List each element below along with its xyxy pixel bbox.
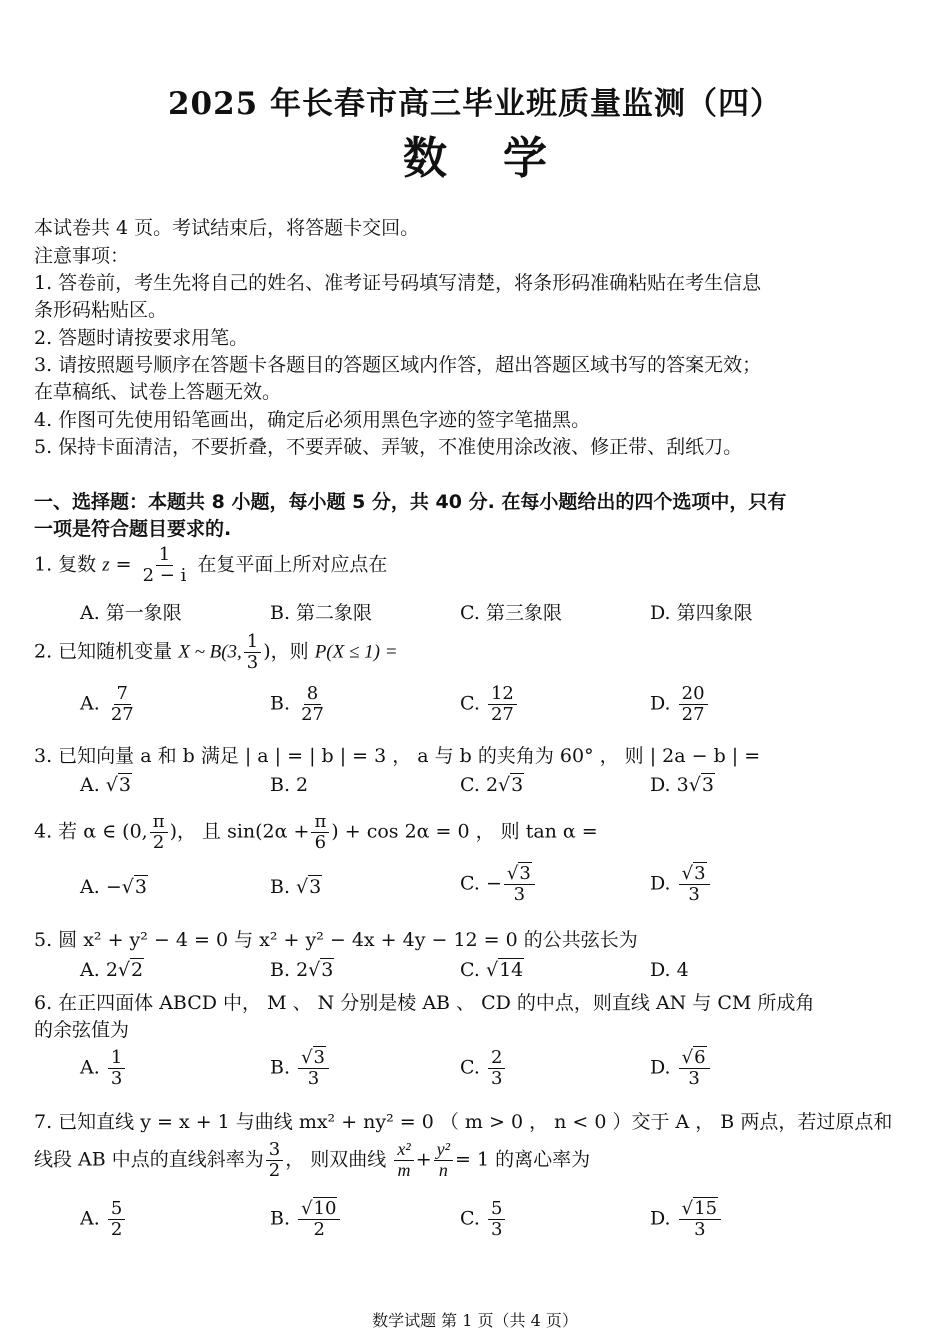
q2-d-num: 20 xyxy=(679,684,708,705)
q3-a-rad: 3 xyxy=(118,774,132,796)
instruction-line: 1. 答卷前，考生先将自己的姓名、准考证号码填写清楚，将条形码准确粘贴在考生信息 xyxy=(34,272,762,294)
q1-eq: = xyxy=(109,553,138,576)
q2-b-label: B. xyxy=(270,692,291,715)
q3-option-c: C. 2√3 xyxy=(460,774,524,796)
q4-a-label: A. xyxy=(80,876,100,898)
q7-b-den: 2 xyxy=(313,1218,325,1240)
exam-title: 2025 年长春市高三毕业班质量监测（四） xyxy=(167,86,783,122)
q7-part-b: ， 则双曲线 xyxy=(285,1148,387,1171)
q4-c-label: C. xyxy=(460,872,480,895)
q4-part3: ) + cos 2α = 0 ， 则 tan α = xyxy=(331,820,598,843)
q7-option-d: D. $\frac{√15}{3}$ xyxy=(650,1199,723,1240)
q7-slope-den: 2 xyxy=(268,1159,281,1181)
q7-a-den: 2 xyxy=(110,1218,123,1240)
q6-a-num: 1 xyxy=(108,1048,125,1069)
q6-option-c xyxy=(460,1048,507,1089)
q7-c-label: C. xyxy=(460,1207,480,1230)
q6-c-num: 2 xyxy=(488,1048,505,1069)
instruction-line: 条形码粘贴区。 xyxy=(34,299,168,321)
q6-option-a xyxy=(80,1048,127,1089)
q7-option-a xyxy=(80,1199,127,1240)
subject-title xyxy=(0,122,950,186)
instruction-line: 4. 作图可先使用铅笔画出，确定后必须用黑色字迹的签字笔描黑。 xyxy=(34,409,591,431)
q4-den1: 2 xyxy=(152,831,165,853)
q6-b-rad: 3 xyxy=(313,1047,325,1068)
q7-a-num: 5 xyxy=(108,1199,125,1220)
q4-option-b: B. √3 xyxy=(270,876,322,898)
section-heading: 一、选择题：本题共 8 小题，每小题 5 分，共 40 分. 在每小题给出的四个选项中，只有 xyxy=(34,491,787,513)
q2-d-den: 27 xyxy=(681,703,705,725)
q7-a-label: A. xyxy=(80,1207,100,1230)
question-7-cont xyxy=(34,1140,590,1181)
q4-option-d: D. $\frac{√3}{3}$ xyxy=(650,864,712,905)
q7-c-num: 5 xyxy=(488,1199,505,1220)
q5-b-label: B. xyxy=(270,959,291,981)
q7-part-c: = 1 的离心率为 xyxy=(455,1148,591,1171)
question-7: 7. 已知直线 y = x + 1 与曲线 mx² + ny² = 0 （ m > 0 ， n < 0 ）交于 A ， B 两点，若过原点和 xyxy=(34,1111,893,1133)
q3-c-rad: 3 xyxy=(511,774,524,796)
q2-b-num: 8 xyxy=(304,684,321,705)
q6-option-d: D. $\frac{√6}{3}$ xyxy=(650,1048,712,1089)
q7-d-rad: 15 xyxy=(694,1198,718,1219)
q4-option-a: A. −√3 xyxy=(80,876,147,898)
q7-option-c xyxy=(460,1199,507,1240)
q5-c-rad: 14 xyxy=(499,959,524,981)
q3-d-rad: 3 xyxy=(701,774,714,796)
instruction-line: 2. 答题时请按要求用笔。 xyxy=(34,327,249,349)
q2-c-num: 12 xyxy=(488,684,517,705)
q7-d-den: 3 xyxy=(694,1218,706,1240)
instruction-line: 本试卷共 4 页。考试结束后，将答题卡交回。 xyxy=(34,217,420,239)
question-6: 6. 在正四面体 ABCD 中， M 、 N 分别是棱 AB 、 CD 的中点，则直线 AN 与 CM 所成角 xyxy=(34,992,815,1014)
q6-a-label: A. xyxy=(80,1056,100,1079)
q1-suffix: 在复平面上所对应点在 xyxy=(191,553,388,576)
q1-num: 1 xyxy=(156,545,173,566)
question-5: 5. 圆 x² + y² − 4 = 0 与 x² + y² − 4x + 4y − 12 = 0 的公共弦长为 xyxy=(34,929,638,951)
q3-d-coef: 3 xyxy=(676,774,689,796)
q5-c-label: C. xyxy=(460,959,480,981)
q2-a-den: 27 xyxy=(110,703,134,725)
q6-d-rad: 6 xyxy=(694,1047,706,1068)
q6-b-label: B. xyxy=(270,1056,291,1079)
q5-b-coef: 2 xyxy=(296,959,309,981)
q2-expr1: X ~ B(3, xyxy=(178,641,242,663)
q1-den: 2 − i xyxy=(142,564,187,586)
instruction-line: 3. 请按照题号顺序在答题卡各题目的答题区域内作答，超出答题区域书写的答案无效； xyxy=(34,354,762,376)
instruction-line: 注意事项： xyxy=(34,245,130,267)
q2-c-den: 27 xyxy=(490,703,514,725)
question-1 xyxy=(34,545,387,586)
q3-a-label: A. xyxy=(80,774,100,796)
q4-den2: 6 xyxy=(314,831,327,853)
q2-den: 3 xyxy=(246,651,259,673)
q7-d-label: D. xyxy=(650,1207,671,1230)
q2-option-c xyxy=(460,684,519,725)
q4-num1: π xyxy=(150,812,168,833)
q6-b-den: 3 xyxy=(307,1067,320,1089)
section-heading-cont: 一项是符合题目要求的. xyxy=(34,518,232,540)
q1-option-c: C. 第三象限 xyxy=(460,602,562,624)
q4-option-c: C. − $\frac{√3}{3}$ xyxy=(460,864,537,905)
question-2 xyxy=(34,632,398,673)
q6-c-label: C. xyxy=(460,1056,480,1079)
q2-option-d xyxy=(650,684,710,725)
q3-option-a: A. √3 xyxy=(80,774,132,796)
q5-a-rad: 2 xyxy=(131,959,144,981)
q1-fraction xyxy=(140,545,190,586)
q2-a-label: A. xyxy=(80,692,100,715)
q4-d-label: D. xyxy=(650,872,671,895)
q4-b-rad: 3 xyxy=(309,876,322,898)
q2-a-num: 7 xyxy=(114,684,131,705)
q4-c-sign: − xyxy=(485,872,502,895)
q7-part-a: 线段 AB 中点的直线斜率为 xyxy=(34,1148,264,1171)
q6-d-den: 3 xyxy=(688,1067,700,1089)
q4-a-rad: 3 xyxy=(134,876,147,898)
q2-num: 1 xyxy=(244,632,261,653)
q2-prefix: 2. 已知随机变量 xyxy=(34,640,179,663)
q5-option-b: B. 2√3 xyxy=(270,959,334,981)
q7-option-b: B. $\frac{√10}{2}$ xyxy=(270,1199,342,1240)
q2-option-a xyxy=(80,684,139,725)
q1-var: z xyxy=(102,554,110,576)
q4-part1: 4. 若 α ∈ (0, xyxy=(34,820,148,843)
q4-part2: )， 且 sin(2α + xyxy=(169,820,310,843)
q7-h-num2: y² xyxy=(434,1140,453,1161)
q7-h-den2: n xyxy=(438,1159,448,1180)
q3-d-label: D. xyxy=(650,774,671,796)
q2-b-den: 27 xyxy=(301,703,324,725)
q2-expr3: P(X ≤ 1) = xyxy=(314,641,398,663)
q7-slope-num: 3 xyxy=(266,1140,283,1161)
page-footer: 数学试题 第 1 页（共 4 页） xyxy=(372,1311,578,1330)
q7-c-den: 3 xyxy=(490,1218,503,1240)
q4-d-den: 3 xyxy=(688,883,700,905)
q7-h-den1: m xyxy=(397,1159,411,1180)
q3-c-label: C. xyxy=(460,774,480,796)
q6-a-den: 3 xyxy=(110,1067,123,1089)
q5-option-a: A. 2√2 xyxy=(80,959,144,981)
q6-option-b: B. $\frac{√3}{3}$ xyxy=(270,1048,331,1089)
q3-c-coef: 2 xyxy=(485,774,499,796)
q1-option-b: B. 第二象限 xyxy=(270,602,373,624)
q2-option-b xyxy=(270,684,329,725)
q4-c-den: 3 xyxy=(513,883,526,905)
q5-b-rad: 3 xyxy=(321,959,334,981)
q4-c-rad: 3 xyxy=(519,863,531,884)
subject-char-2: 学 xyxy=(503,133,547,184)
q5-a-label: A. xyxy=(80,959,100,981)
q5-a-coef: 2 xyxy=(105,959,118,981)
q7-h-num1: x² xyxy=(394,1140,413,1161)
question-3: 3. 已知向量 a 和 b 满足 | a | = | b | = 3 ， a 与 b 的夹角为 60° ， 则 | 2a − b | = xyxy=(34,745,761,767)
q1-prefix: 1. 复数 xyxy=(34,553,103,576)
q4-d-rad: 3 xyxy=(694,863,706,884)
q2-fraction xyxy=(244,632,261,673)
q3-option-d: D. 3√3 xyxy=(650,774,714,796)
q6-c-den: 3 xyxy=(490,1067,503,1089)
q4-a-sign: − xyxy=(105,876,122,898)
q7-b-label: B. xyxy=(270,1207,291,1230)
q5-option-c: C. √14 xyxy=(460,959,524,981)
q6-d-label: D. xyxy=(650,1056,671,1079)
q7-plus: + xyxy=(415,1148,432,1171)
q1-option-d: D. 第四象限 xyxy=(650,602,753,624)
question-6-cont: 的余弦值为 xyxy=(34,1019,130,1041)
instruction-line: 在草稿纸、试卷上答题无效。 xyxy=(34,381,282,403)
q4-num2: π xyxy=(311,812,329,833)
q7-b-rad: 10 xyxy=(313,1198,337,1219)
q4-b-label: B. xyxy=(270,876,291,898)
q3-option-b: B. 2 xyxy=(270,774,309,796)
q2-expr2: )，则 xyxy=(263,640,315,663)
subject-char-1: 数 xyxy=(403,133,447,184)
q2-c-label: C. xyxy=(460,692,480,715)
question-4 xyxy=(34,812,598,853)
instruction-line: 5. 保持卡面清洁，不要折叠，不要弄破、弄皱，不准使用涂改液、修正带、刮纸刀。 xyxy=(34,436,743,458)
q5-option-d: D. 4 xyxy=(650,959,689,981)
q1-option-a: A. 第一象限 xyxy=(80,602,182,624)
q2-d-label: D. xyxy=(650,692,671,715)
